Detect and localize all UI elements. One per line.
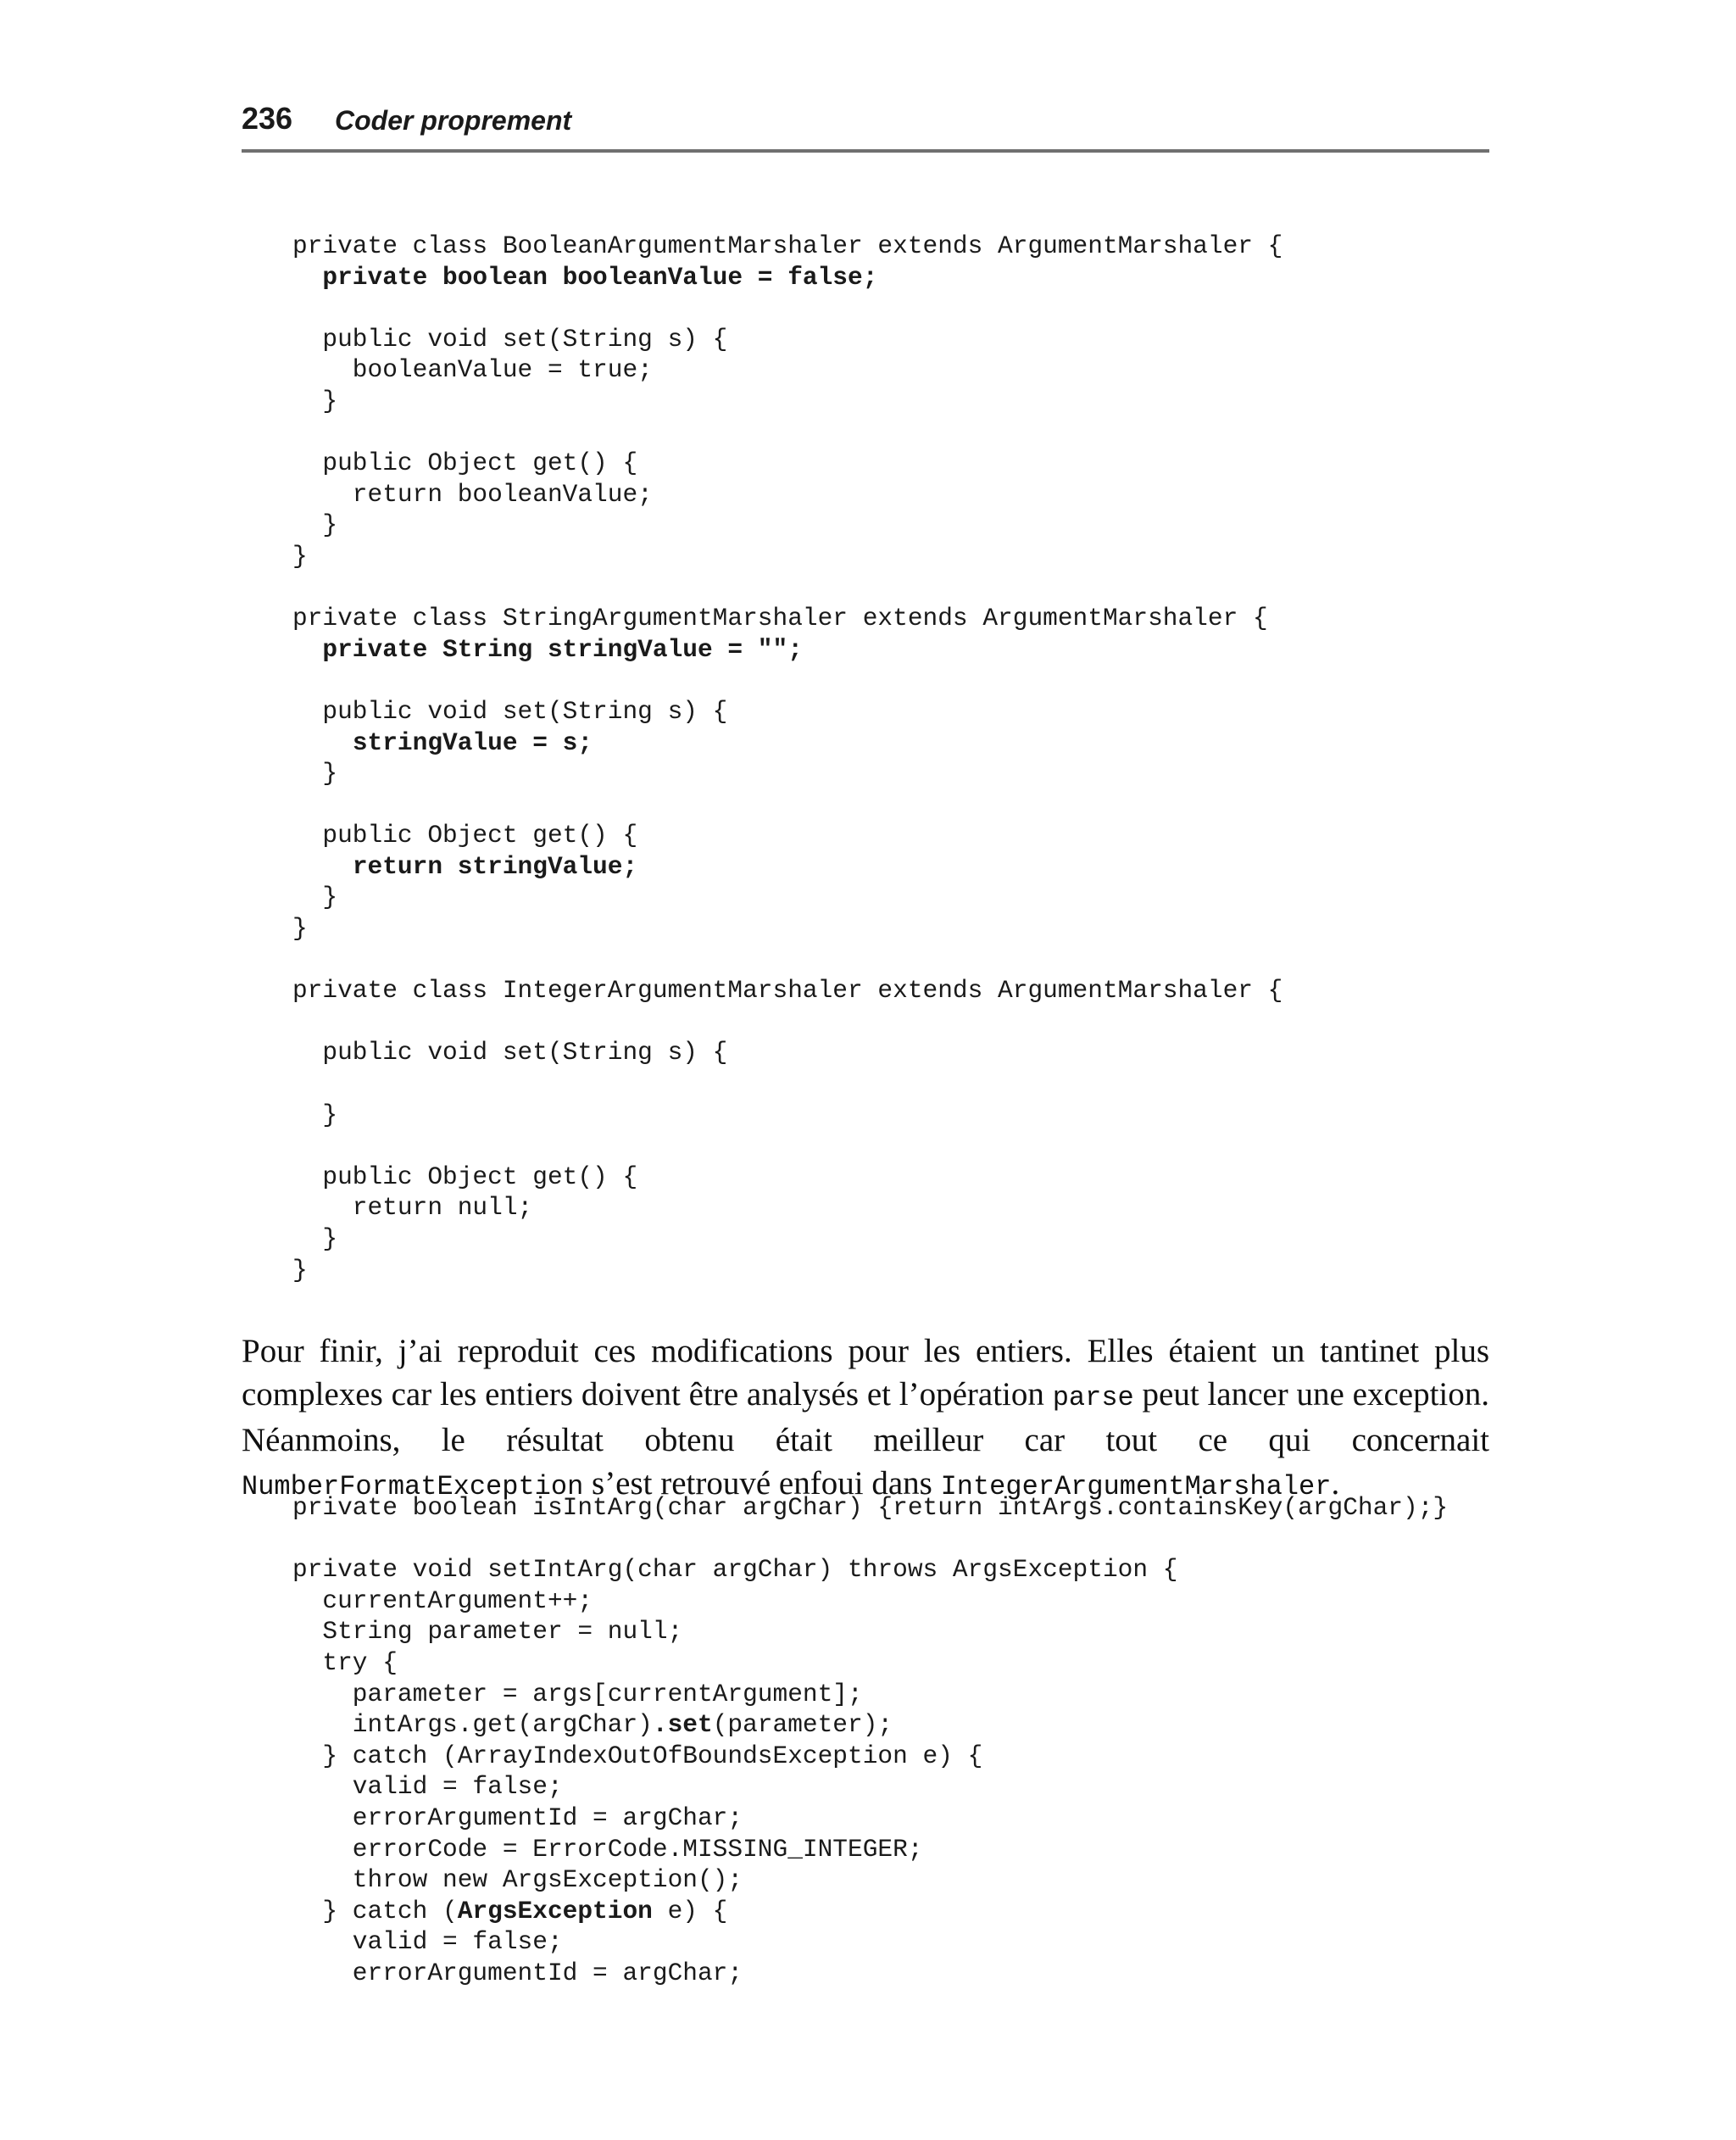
paragraph-text-4: . [1331, 1464, 1340, 1502]
page-number: 236 [242, 101, 293, 136]
paragraph-text-2: peut lancer une exception. Néanmoins, le résultat obtenu était meilleur car tout ce qui concernait [242, 1375, 1489, 1458]
inline-code-integerargumentmarshaler: IntegerArgumentMarshaler [940, 1470, 1332, 1502]
body-paragraph [242, 1330, 1489, 1508]
running-header [242, 95, 1489, 154]
inline-code-parse: parse [1052, 1381, 1134, 1413]
book-title: Coder proprement [335, 105, 572, 136]
inline-code-numberformatexception: NumberFormatException [242, 1470, 584, 1502]
paragraph-text-1: Pour finir, j’ai reproduit ces modifications pour les entiers. Elles étaient un tantinet plus complexes car les entiers doivent être analysés et l’opération [242, 1333, 1489, 1413]
code-block-setintarg: private boolean isIntArg(char argChar) {return intArgs.containsKey(argChar);} private void setIntArg(char argChar) throws ArgsException { currentArgument++; String parameter = null; try { parameter = args[currentArgument]; intArgs.get(argChar).set(parameter); } catch (ArrayIndexOutOfBoundsException e) { valid = false; errorArgumentId = argChar; errorCode = ErrorCode.MISSING_INTEGER; throw new ArgsException(); } catch (ArgsException e) { valid = false; errorArgumentId = argChar; [292, 1493, 1449, 1987]
paragraph-text-3: s’est retrouvé enfoui dans [583, 1464, 941, 1502]
header-rule [242, 149, 1489, 153]
code-block-marshalers: private class BooleanArgumentMarshaler extends ArgumentMarshaler { private boolean booleanValue = false; public void set(String s) { booleanValue = true; } public Object get() { return booleanValue; } } private class StringArgumentMarshaler extends ArgumentMarshaler { private String stringValue = ""; public void set(String s) { stringValue = s; } public Object get() { return stringValue; } } private class IntegerArgumentMarshaler extends ArgumentMarshaler { public void set(String s) { } public Object get() { return null; } } [292, 231, 1283, 1285]
